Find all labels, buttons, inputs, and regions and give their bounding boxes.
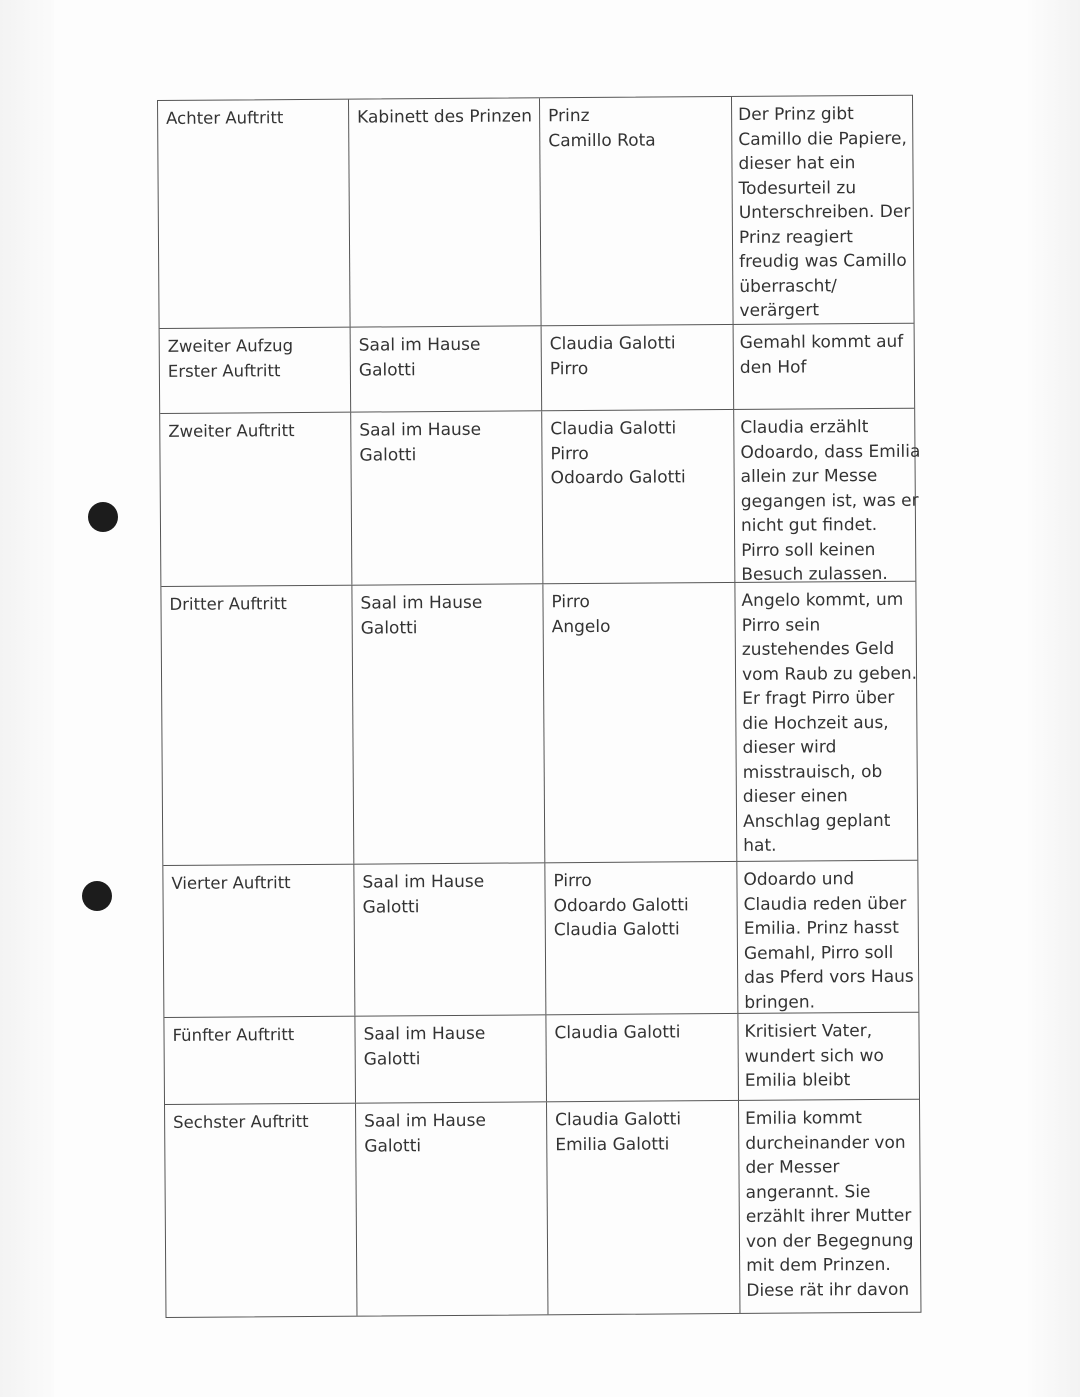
cell-text-line: bringen. bbox=[744, 991, 816, 1013]
characters-cell bbox=[541, 410, 734, 583]
cell-text-line: verärgert bbox=[739, 300, 820, 321]
cell-text-line: Gemahl, Pirro soll bbox=[743, 942, 894, 964]
cell-text-line: Anschlag geplant bbox=[742, 810, 891, 832]
punch-hole bbox=[88, 502, 118, 532]
scene-cell bbox=[163, 865, 354, 1017]
cell-text-line: überrascht/ bbox=[739, 275, 837, 297]
location-cell bbox=[348, 98, 541, 326]
content-cell bbox=[733, 324, 915, 409]
cell-text-line: Kritisiert Vater, bbox=[744, 1021, 873, 1042]
cell-text-line: dieser hat ein bbox=[738, 153, 856, 174]
cell-text-line: der Messer bbox=[745, 1157, 840, 1178]
cell-text-line: Zweiter Aufzug bbox=[167, 336, 294, 356]
page-edge-right bbox=[1028, 0, 1080, 1397]
cell-text-line: Galotti bbox=[358, 359, 416, 381]
cell-text-line: freudig was Camillo bbox=[739, 250, 907, 272]
location-cell bbox=[350, 326, 542, 411]
content-cell bbox=[733, 409, 921, 585]
cell-text-line: Saal im Hause bbox=[360, 592, 483, 614]
cell-text-line: zustehendes Geld bbox=[741, 638, 895, 660]
scene-cell bbox=[160, 328, 351, 413]
cell-text-line: Emilia bleibt bbox=[744, 1070, 851, 1091]
cell-text-line: wundert sich wo bbox=[744, 1045, 884, 1067]
cell-text-line: Angelo kommt, um bbox=[741, 589, 904, 611]
cell-text-line: Odoardo Galotti bbox=[550, 467, 686, 489]
cell-text-line: Emilia Galotti bbox=[555, 1133, 670, 1155]
cell-text-line: die Hochzeit aus, bbox=[742, 712, 889, 734]
cell-text-line: Claudia Galotti bbox=[553, 919, 680, 941]
cell-text-line: Camillo die Papiere, bbox=[738, 128, 907, 150]
scene-cell bbox=[158, 100, 350, 328]
cell-text-line: Erster Auftritt bbox=[167, 360, 281, 381]
content-cell bbox=[731, 96, 914, 324]
cell-text-line: Galotti bbox=[360, 617, 418, 639]
scene-cell bbox=[161, 586, 353, 865]
cell-text-line: Gemahl kommt auf bbox=[739, 331, 904, 353]
cell-text-line: Diese rät ihr davon bbox=[746, 1279, 910, 1301]
characters-cell bbox=[546, 1101, 739, 1314]
cell-text-line: das Pferd vors Haus bbox=[744, 966, 914, 988]
cell-text-line: Pirro sein bbox=[741, 614, 821, 636]
page-edge-left bbox=[0, 0, 54, 1397]
cell-text-line: Claudia erzählt bbox=[740, 417, 869, 438]
cell-text-line: Sechster Auftritt bbox=[173, 1111, 309, 1132]
cell-text-line: den Hof bbox=[739, 356, 807, 378]
cell-text-line: Dritter Auftritt bbox=[169, 594, 287, 614]
cell-text-line: vom Raub zu geben. bbox=[741, 663, 918, 685]
content-cell bbox=[737, 1013, 919, 1100]
characters-cell bbox=[545, 1014, 738, 1101]
cell-text-line: Pirro bbox=[553, 870, 592, 892]
cell-text-line: Odoardo Galotti bbox=[553, 894, 689, 916]
cell-text-line: Saal im Hause bbox=[364, 1110, 486, 1132]
cell-text-line: hat. bbox=[743, 835, 777, 856]
cell-text-line: Saal im Hause bbox=[362, 871, 485, 893]
table-row bbox=[161, 581, 917, 865]
cell-text-line: Odoardo, dass Emilia bbox=[740, 441, 921, 463]
cell-text-line: angerannt. Sie bbox=[745, 1181, 871, 1203]
scene-cell bbox=[165, 1104, 356, 1317]
cell-text-line: misstrauisch, ob bbox=[742, 761, 883, 783]
cell-text-line: Zweiter Auftritt bbox=[168, 421, 295, 441]
location-cell bbox=[353, 863, 545, 1015]
cell-text-line: Saal im Hause bbox=[359, 419, 482, 441]
location-cell bbox=[354, 1015, 546, 1102]
table-row bbox=[163, 860, 918, 1017]
cell-text-line: Claudia Galotti bbox=[554, 1022, 681, 1044]
cell-text-line: Galotti bbox=[362, 896, 420, 918]
cell-text-line: Todesurteil zu bbox=[738, 177, 857, 199]
cell-text-line: Prinz bbox=[548, 105, 590, 127]
cell-text-line: Vierter Auftritt bbox=[171, 873, 291, 893]
content-cell bbox=[734, 582, 917, 861]
characters-cell bbox=[544, 862, 737, 1014]
table-row bbox=[160, 408, 921, 586]
cell-text-line: Claudia Galotti bbox=[549, 333, 676, 355]
scene-cell bbox=[160, 413, 351, 586]
cell-text-line: Pirro bbox=[551, 591, 590, 613]
table-row bbox=[158, 96, 914, 328]
cell-text-line: nicht gut findet. bbox=[740, 514, 878, 536]
cell-text-line: Galotti bbox=[359, 444, 417, 466]
characters-cell bbox=[542, 583, 736, 862]
cell-text-line: Unterschreiben. Der bbox=[738, 201, 911, 223]
table-row bbox=[160, 323, 915, 413]
characters-cell bbox=[541, 325, 734, 410]
cell-text-line: Besuch zulassen. bbox=[741, 563, 888, 585]
content-cell bbox=[738, 1100, 920, 1313]
cell-text-line: mit dem Prinzen. bbox=[746, 1254, 891, 1276]
scene-cell bbox=[164, 1017, 355, 1104]
cell-text-line: Claudia reden über bbox=[743, 893, 907, 915]
cell-text-line: erzählt ihrer Mutter bbox=[745, 1205, 912, 1227]
cell-text-line: Pirro bbox=[550, 443, 589, 464]
cell-text-line: dieser wird bbox=[742, 737, 837, 758]
cell-text-line: Der Prinz gibt bbox=[738, 104, 854, 125]
cell-text-line: Galotti bbox=[363, 1048, 421, 1070]
table-row bbox=[164, 1012, 919, 1104]
location-cell bbox=[350, 411, 542, 584]
cell-text-line: Prinz reagiert bbox=[738, 226, 853, 248]
cell-text-line: Emilia kommt bbox=[745, 1108, 862, 1129]
cell-text-line: Galotti bbox=[364, 1135, 422, 1157]
cell-text-line: durcheinander von bbox=[745, 1132, 906, 1154]
scene-table bbox=[157, 95, 921, 1318]
characters-cell bbox=[539, 97, 733, 325]
location-cell bbox=[355, 1102, 547, 1315]
cell-text-line: Pirro soll keinen bbox=[741, 539, 876, 561]
cell-text-line: dieser einen bbox=[742, 786, 848, 807]
cell-text-line: Kabinett des Prinzen bbox=[357, 106, 533, 128]
cell-text-line: Emilia. Prinz hasst bbox=[743, 917, 899, 939]
cell-text-line: Angelo bbox=[551, 616, 611, 637]
cell-text-line: allein zur Messe bbox=[740, 465, 878, 487]
cell-text-line: Er fragt Pirro über bbox=[742, 687, 895, 709]
cell-text-line: Achter Auftritt bbox=[166, 108, 284, 128]
cell-text-line: Camillo Rota bbox=[548, 130, 656, 151]
cell-text-line: Odoardo und bbox=[743, 869, 855, 890]
location-cell bbox=[351, 584, 544, 863]
cell-text-line: Saal im Hause bbox=[363, 1023, 486, 1045]
cell-text-line: Pirro bbox=[549, 358, 589, 379]
content-cell bbox=[736, 861, 918, 1013]
punch-hole bbox=[82, 881, 112, 911]
table-row bbox=[165, 1099, 920, 1317]
cell-text-line: gegangen ist, was er bbox=[740, 490, 919, 512]
cell-text-line: Claudia Galotti bbox=[550, 418, 677, 440]
cell-text-line: von der Begegnung bbox=[745, 1230, 914, 1252]
cell-text-line: Saal im Hause bbox=[358, 334, 481, 356]
cell-text-line: Fünfter Auftritt bbox=[172, 1025, 295, 1045]
cell-text-line: Claudia Galotti bbox=[555, 1109, 682, 1131]
